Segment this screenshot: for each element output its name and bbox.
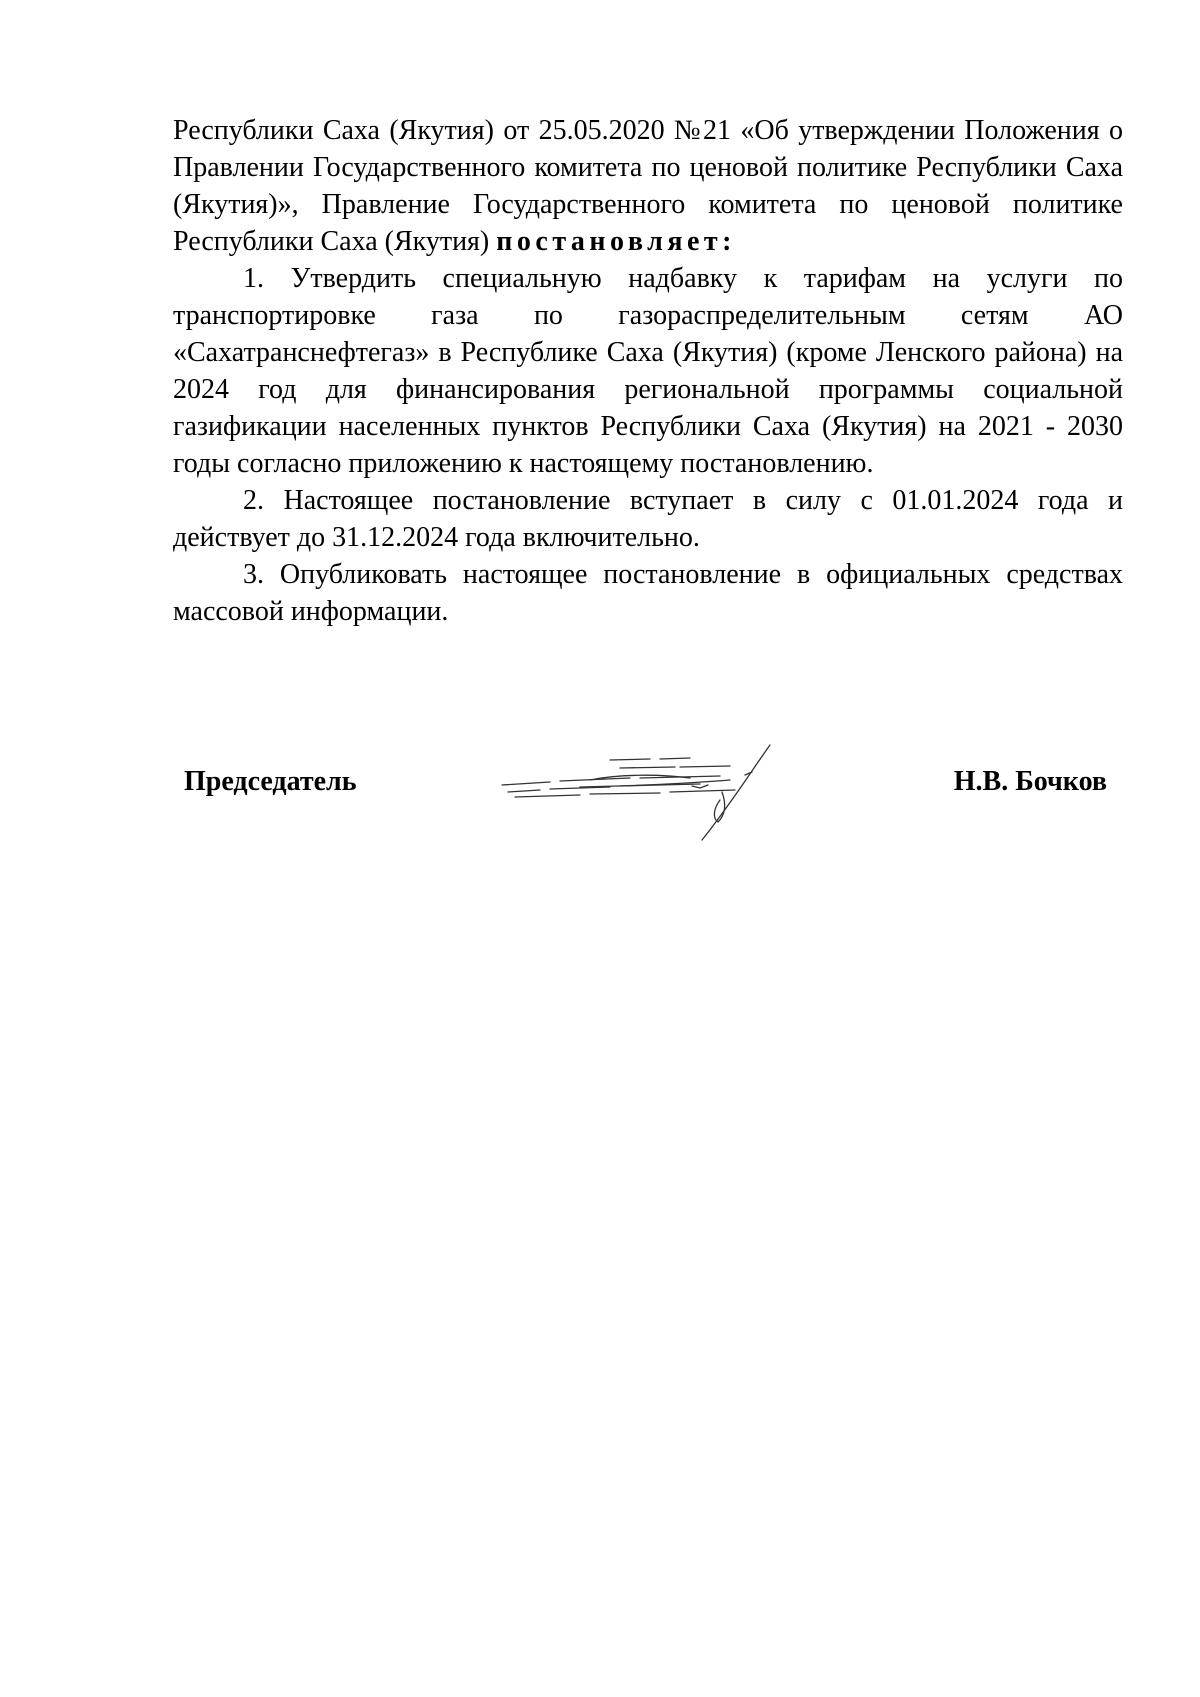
- document-body: [173, 112, 1123, 630]
- item-3-paragraph: 3. Опубликовать настоящее постановление в официальных средствах массовой информации.: [173, 559, 1123, 627]
- signatory-title: Председатель: [184, 766, 357, 797]
- handwritten-signature: [490, 740, 790, 850]
- intro-text: Республики Саха (Якутия) от 25.05.2020 №21 «Об утверждении Положения о Правлении Государственного комитета по ценовой политике Республики Саха (Якутия)», Правление Государственного комитета по ценовой политике Республики Саха (Якутия): [173, 115, 1123, 257]
- intro-paragraph: [173, 112, 1123, 260]
- signatory-name: Н.В. Бочков: [953, 766, 1107, 797]
- signature-block: [180, 740, 1115, 850]
- item-1-paragraph: 1. Утвердить специальную надбавку к тарифам на услуги по транспортировке газа по газораспределительным сетям АО «Сахатранснефтегаз» в Республике Саха (Якутия) (кроме Ленского района) на 2024 год для финансирования региональной программы социальной газификации населенных пунктов Республики Саха (Якутия) на 2021 - 2030 годы согласно приложению к настоящему постановлению.: [173, 263, 1123, 479]
- resolves-word: постановляет:: [496, 226, 736, 257]
- item-2-paragraph: 2. Настоящее постановление вступает в силу с 01.01.2024 года и действует до 31.12.2024 года включительно.: [173, 485, 1123, 553]
